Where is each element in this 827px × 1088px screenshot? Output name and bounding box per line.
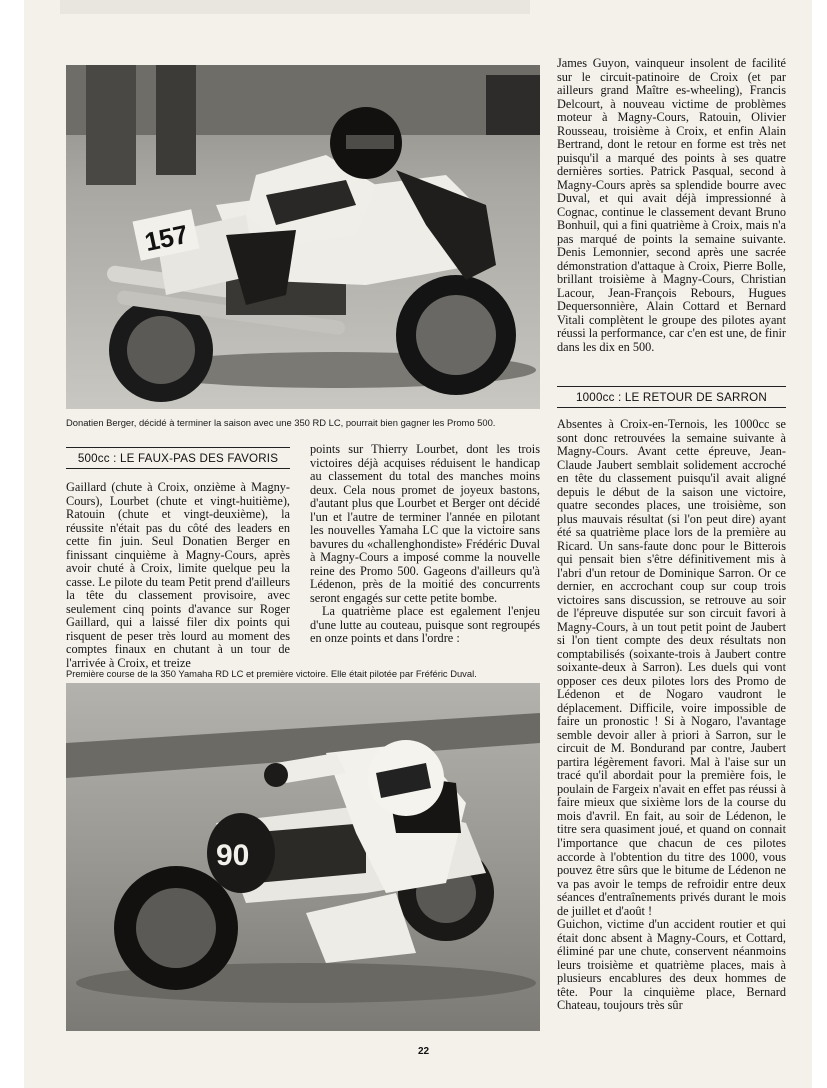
- photo-donatien-berger: [66, 65, 540, 409]
- photo1-caption: Donatien Berger, décidé à terminer la saison avec une 350 RD LC, pourrait bien gagner les Promo 500.: [66, 417, 496, 428]
- page-number: 22: [418, 1046, 430, 1057]
- top-torn-strip: [60, 0, 530, 14]
- section-heading-1000cc: 1000cc : LE RETOUR DE SARRON: [557, 386, 786, 408]
- photo2-race-number: 90: [216, 839, 250, 872]
- article-text-500-col2a: points sur Thierry Lourbet, dont les trois victoires déjà acquises réduisent le handicap au classement du total des manches moins deux. Cela nous promet de joyeux bastons, d'autant plus que Lourbet et Berger ont décidé l'un et l'autre de terminer l'année en pilotant les nouvelles Yamaha LC que la victoire sans bavures du «challenghondiste» Frédéric Duval à Magny-Cours a imposé comme la nouvelle reine des Promo 500. Gageons d'ailleurs qu'à Lédenon, près de la moitié des concurrents seront engagés sur cette petite bombe.: [310, 442, 540, 605]
- article-text-500-col1: Gaillard (chute à Croix, onzième à Magny-Cours), Lourbet (chute et vingt-huitième), Ratouin (chute et vingt-deuxième), la réussite n'était pas du côté des leaders en cette fin juin. Seul Donatien Berger en finissant cinquième à Magny-Cours, après avoir chuté à Croix, limite quelque peu la casse. Le pilote du team Petit prend d'ailleurs la tête du classement provisoire, avec seulement cinq points d'avance sur Roger Gaillard, qui a laissé filer dix points qui risquent de peser très lourd au moment des comptes finaux en chutant à un tour de l'arrivée à Croix, et treize: [66, 480, 290, 670]
- page-edge: [812, 0, 827, 1088]
- article-text-500-col2b: La quatrième place est egalement l'enjeu d'une lutte au couteau, puisque sont regroupés en onze points et dans l'ordre :: [310, 604, 540, 646]
- article-text-1000-p1: Absentes à Croix-en-Ternois, les 1000cc se sont donc retrouvées la semaine suivante à Magny-Cours. Avant cette épreuve, Jean-Claude Jaubert semblait solidement accroché en tête du classement puisqu'il avait aligné depuis le début de la saison une victoire, quatre secondes places, une troisième, son plus mauvais résultat (si l'on peut dire) ayant été sa quatrième place lors de la première au Ricard. Un sans-faute donc pour le Bitterois qui pensait bien s'être définitivement mis à l'abri d'un retour de Dominique Sarron. Or ce dernier, en accrochant coup sur coup trois victoires sans discussion, se retrouve au soir de l'épreuve disputée sur son circuit favori à Magny-Cours, à un tout petit point de Jaubert si l'on tient compte des deux résultats non comptabilisés (soixante-trois à Jaubert contre soixante-deux à Sarron). Les duels qui vont opposer ces deux pilotes lors des Promo de Lédenon et de Nogaro vaudront le déplacement. Difficile, voire impossible de faire un pronostic ! Si à Nogaro, l'avantage semble devoir aller à priori à Sarron, sur le circuit de M. Bondurand par contre, Jaubert partira légèrement favori. Mal à l'aise sur un tracé qu'il abordait pour la première fois, le poulain de Fargeix n'avait en effet pas réussi à faire mieux que sixième lors de la course du mois d'avril. En fait, au soir de Lédenon, le titre sera quasiment joué, et quand on connait l'importance que chacun de ces pilotes accorde à l'obtention du titre des 1000, vous pouvez être sûrs que le bitume de Lédenon ne va pas avoir le temps de refroidir entre deux séances d'entraînements privés durant le mois de juillet et d'août !: [557, 417, 786, 918]
- section-heading-500cc: 500cc : LE FAUX-PAS DES FAVORIS: [66, 447, 290, 469]
- article-text-1000-p2: Guichon, victime d'un accident routier et qui était donc absent à Magny-Cours, et Cottard, éliminé par une chute, conservent néanmoins leurs troisième et quatrième places, mais à plusieurs encablures des deux hommes de tête. Pour la cinquième place, Bernard Chateau, toujours très sûr: [557, 917, 786, 1013]
- article-column-2: [310, 443, 540, 646]
- article-text-500-col3: James Guyon, vainqueur insolent de facilité sur le circuit-patinoire de Croix (et par ailleurs grand Maître es-wheeling), Francis Delcourt, à nouveau victime de problèmes moteur à Magny-Cours, Ratouin, Olivier Rousseau, troisième à Croix, et enfin Alain Bertrand, dont le retour en forme est très net puisqu'il a marqué des points à ses quatre dernières sorties. Patrick Pasqual, second à Magny-Cours après sa splendide bourre avec Duval, et qui avait déjà impressionné à Cognac, continue le classement devant Bruno Bonhuil, qui a fini quatrième à Croix, mais n'a pas marqué de points la semaine suivante. Denis Lemonnier, second après une sacrée démonstration d'attaque à Croix, Pierre Bolle, brillant troisième à Magny-Cours, Christian Lacour, Jean-François Rebours, Hugues Dequersonnière, Alain Cottard et Bernard Vitali complètent le groupe des pilotes ayant réussi la performance, car c'en est une, de finir dans les dix en 500.: [557, 56, 786, 354]
- photo1-race-number: 157: [141, 218, 191, 258]
- article-column-3-top: [557, 57, 786, 354]
- article-column-1: [66, 481, 290, 670]
- article-column-3-bottom: [557, 418, 786, 1013]
- photo2-caption: Première course de la 350 Yamaha RD LC et première victoire. Elle était pilotée par Fréféric Duval.: [66, 668, 477, 679]
- photo-yamaha-rd-lc: [66, 683, 540, 1031]
